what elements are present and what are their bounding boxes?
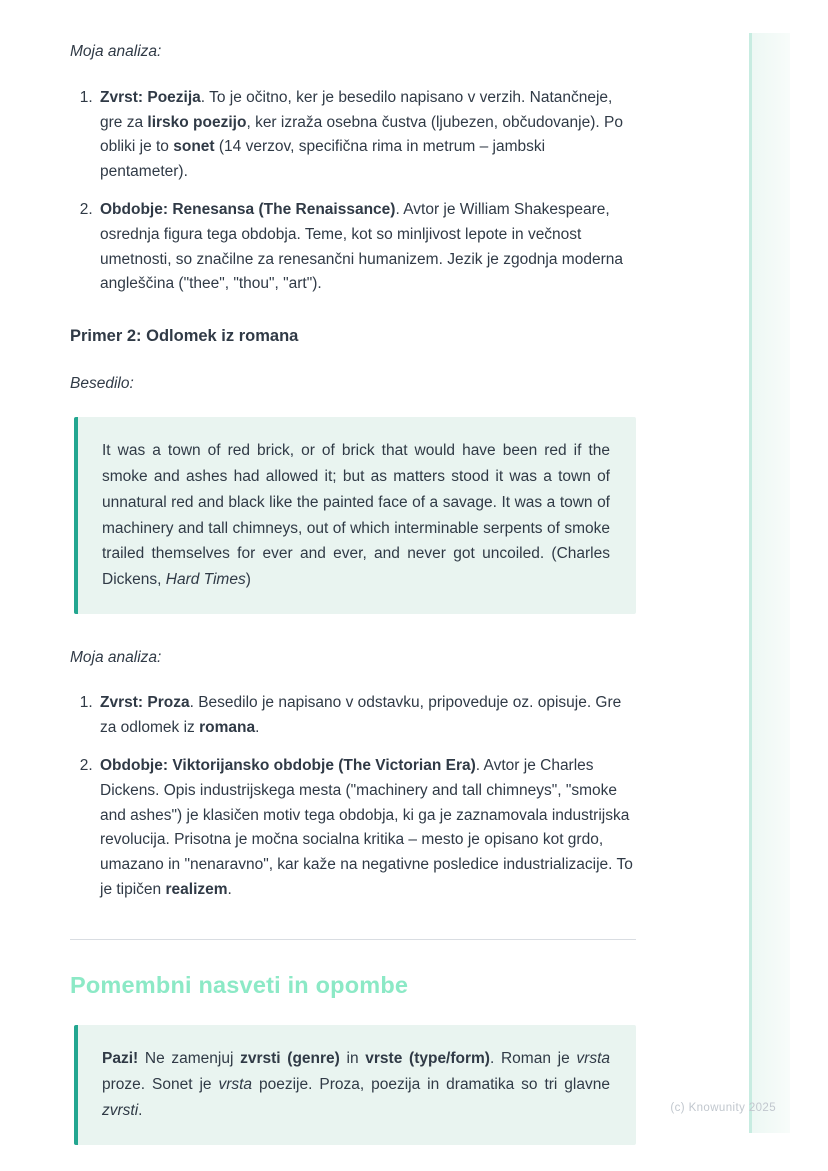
quote-block-dickens: It was a town of red brick, or of brick that would have been red if the smoke and ashes had allowed it; but as matters stood it was a town of unnatural red and black like the painted face of a savage. It was a town of machinery and tall chimneys, out of which interminable serpents of smoke trailed themselves for ever and ever, and never got uncoiled. (Charles Dickens, Hard Times) bbox=[74, 417, 636, 613]
page-edge-decoration-strip bbox=[749, 33, 790, 1133]
list-item-genre-prose: 1. Zvrst: Proza. Besedilo je napisano v odstavku, pripoveduje oz. opisuje. Gre za odlomek iz romana. bbox=[97, 691, 636, 741]
list-item-period-victorian: 2. Obdobje: Viktorijansko obdobje (The Victorian Era). Avtor je Charles Dickens. Opis industrijskega mesta ("machinery and tall chimneys", "smoke and ashes") je klasičen motiv tega obdobja, ki ga je zaznamovala industrijska revolucija. Prisotna je močna socialna kritika – mesto je opisano kot grdo, umazano in "nenaravno", kar kaže na negativne posledice industrializacije. To je tipičen realizem. bbox=[97, 754, 636, 903]
copyright-notice: (c) Knowunity 2025 bbox=[670, 1102, 776, 1114]
list-item-period-renaissance: 2. Obdobje: Renesansa (The Renaissance). Avtor je William Shakespeare, osrednja figura tega obdobja. Teme, kot so minljivost lepote in večnost umetnosti, so značilne za renesančni humanizem. Jezik je zgodnja moderna angleščina ("thee", "thou", "art"). bbox=[97, 198, 636, 297]
primer2-heading: Primer 2: Odlomek iz romana bbox=[70, 327, 299, 346]
analysis-label-1: Moja analiza: bbox=[70, 43, 162, 60]
besedilo-label: Besedilo: bbox=[70, 374, 134, 392]
analysis-list-1 bbox=[70, 86, 636, 297]
analysis-list-2 bbox=[70, 691, 636, 902]
analysis-label-2: Moja analiza: bbox=[70, 648, 162, 666]
list-item-genre-poetry: 1. Zvrst: Poezija. To je očitno, ker je besedilo napisano v verzih. Natančneje, gre za lirsko poezijo, ker izraža osebna čustva (ljubezen, občudovanje). Po obliki je to sonet (14 verzov, specifična rima in metrum – jambski pentameter). bbox=[97, 86, 636, 185]
section-divider bbox=[70, 939, 636, 940]
tips-section-heading: Pomembni nasveti in opombe bbox=[70, 971, 409, 998]
callout-warning-box: Pazi! Ne zamenjuj zvrsti (genre) in vrste (type/form). Roman je vrsta proze. Sonet je vrsta poezije. Proza, poezija in dramatika so tri glavne zvrsti. bbox=[74, 1025, 636, 1144]
document-content bbox=[70, 40, 636, 1145]
